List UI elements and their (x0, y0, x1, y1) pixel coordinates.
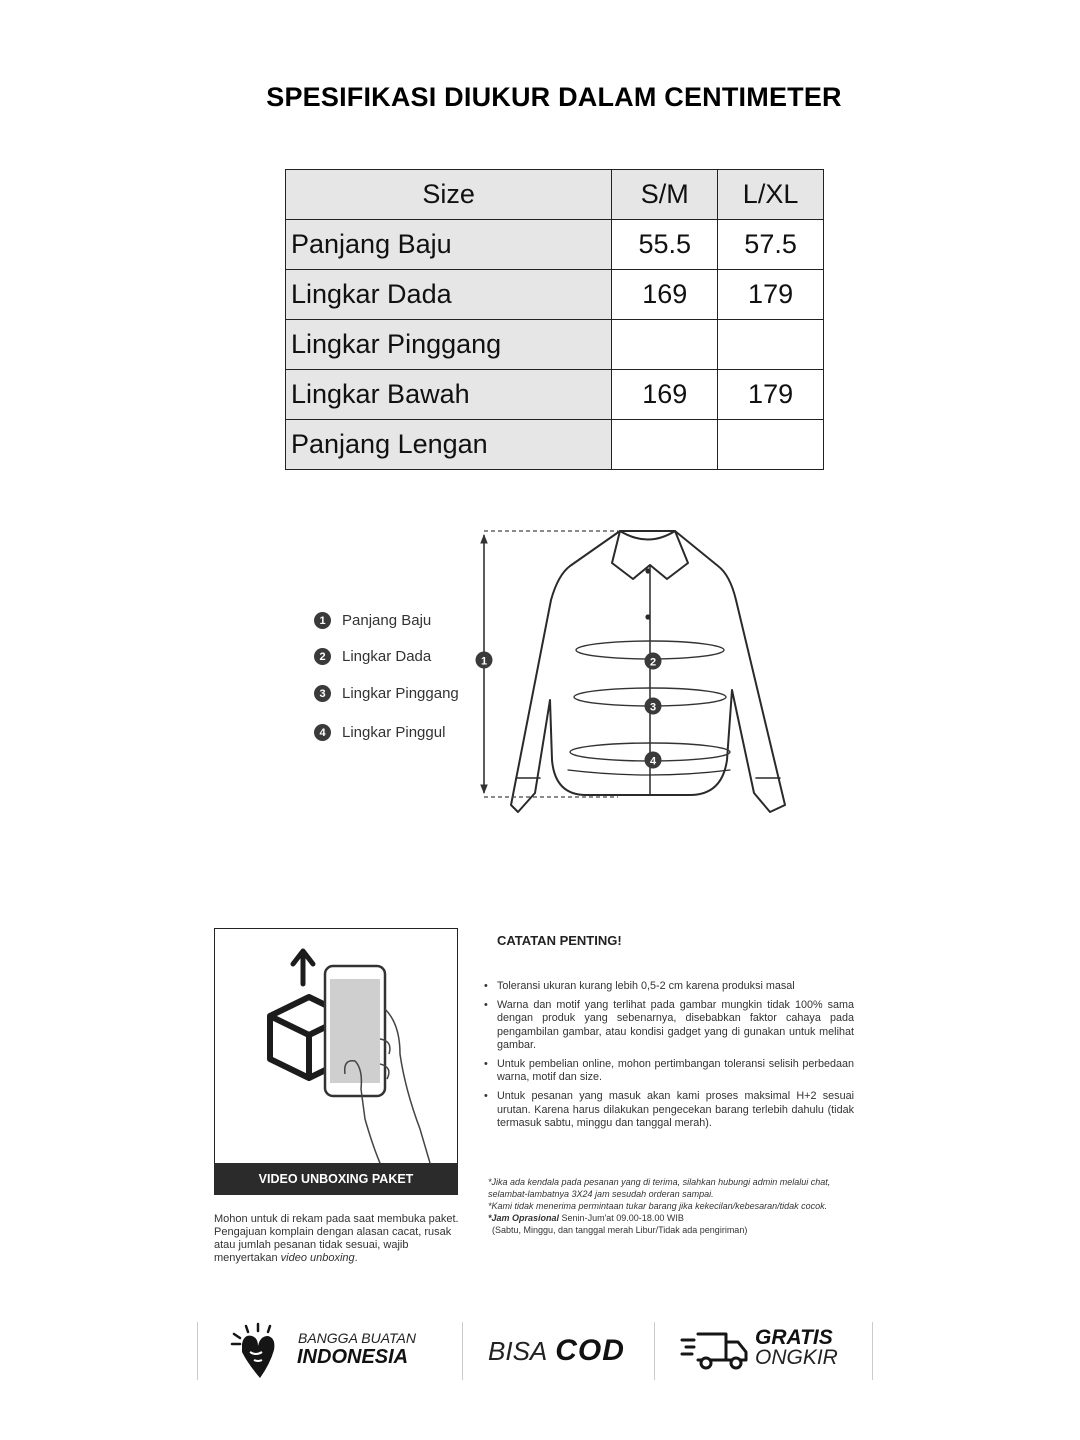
value-sm (612, 320, 718, 370)
legend-item (314, 685, 459, 702)
value-lxl: 57.5 (718, 220, 824, 270)
unboxing-illustration (214, 928, 458, 1195)
bangga-line1: BANGGA BUATAN (298, 1330, 416, 1346)
list-item: • Untuk pesanan yang masuk akan kami proses maksimal H+2 sesuai urutan. Karena harus dilakukan pengecekan barang terlebih dahulu (tidak termasuk sabtu, minggu dan tanggal merah). (482, 1090, 854, 1130)
unboxing-note-end: . (354, 1252, 358, 1264)
row-label: Panjang Lengan (286, 420, 612, 470)
page-title: SPESIFIKASI DIUKUR DALAM CENTIMETER (266, 82, 842, 112)
unboxing-note-text: Mohon untuk di rekam pada saat membuka paket. Pengajuan komplain dengan alasan cacat, rusak atau jumlah pesanan tidak sesuai, wajib menyertakan (214, 1213, 459, 1264)
legend-label: Lingkar Pinggang (342, 685, 459, 702)
bisa-cod-badge (488, 1334, 625, 1368)
row-label: Lingkar Pinggang (286, 320, 612, 370)
table-row (286, 320, 824, 370)
unboxing-note (214, 1213, 464, 1265)
marker-1: 1 (480, 655, 488, 668)
marker-2: 2 (649, 656, 657, 669)
video-unboxing-banner: VIDEO UNBOXING PAKET (214, 1163, 458, 1195)
bangga-line2: INDONESIA (297, 1346, 409, 1368)
legend-item (314, 648, 431, 665)
bisa-text: BISA (488, 1335, 548, 1366)
table-row (286, 270, 824, 320)
ongkir-text: ONGKIR (755, 1346, 838, 1369)
legend-item (314, 612, 431, 629)
legend-label: Lingkar Pinggul (342, 724, 446, 741)
cod-text: COD (555, 1334, 625, 1367)
size-table-header-row (286, 170, 824, 220)
gratis-text: GRATIS (755, 1326, 833, 1349)
footnote-2: *Kami tidak menerima permintaan tukar barang jika kekecilan/kebesaran/tidak cocok. (488, 1201, 828, 1211)
phone-box-icon (215, 929, 456, 1163)
table-row (286, 370, 824, 420)
marker-3: 3 (649, 701, 657, 714)
legend-number: 4 (314, 724, 331, 741)
legend-number: 1 (314, 612, 331, 629)
hours-label: *Jam Oprasional (488, 1213, 560, 1223)
row-label: Lingkar Bawah (286, 370, 612, 420)
table-row (286, 220, 824, 270)
value-sm: 55.5 (612, 220, 718, 270)
notes-title: CATATAN PENTING! (497, 933, 622, 948)
size-table (285, 169, 824, 470)
unboxing-note-italic: video unboxing (280, 1252, 355, 1264)
hours-value: Senin-Jum'at 09.00-18.00 WIB (561, 1213, 684, 1223)
legend-label: Panjang Baju (342, 612, 432, 629)
shirt-measurement-diagram (470, 520, 800, 825)
delivery-truck-icon (680, 1328, 750, 1372)
value-sm (612, 420, 718, 470)
diagram-markers (476, 652, 662, 769)
value-lxl: 179 (718, 370, 824, 420)
heart-fist-icon (228, 1322, 288, 1382)
marker-4: 4 (649, 755, 657, 768)
footnotes (488, 1176, 868, 1236)
list-item: • Untuk pembelian online, mohon pertimbangan toleransi selisih perbedaan warna, motif dan size. (482, 1058, 854, 1084)
value-lxl (718, 320, 824, 370)
value-sm: 169 (612, 370, 718, 420)
legend-label: Lingkar Dada (342, 648, 432, 665)
list-item: • Warna dan motif yang terlihat pada gambar mungkin tidak 100% sama dengan produk yang sebenarnya, disebabkan faktor cahaya pada pengambilan gambar, atau kondisi gadget yang di gunakan untuk melihat gambar. (482, 999, 854, 1052)
value-sm: 169 (612, 270, 718, 320)
row-label: Panjang Baju (286, 220, 612, 270)
hours-note: (Sabtu, Minggu, dan tanggal merah Libur/Tidak ada pengiriman) (492, 1225, 748, 1235)
size-header-lxl: L/XL (718, 170, 824, 220)
notes-list (482, 980, 854, 1136)
value-lxl (718, 420, 824, 470)
table-row (286, 420, 824, 470)
value-lxl: 179 (718, 270, 824, 320)
size-header-sm: S/M (612, 170, 718, 220)
legend-item (314, 724, 445, 741)
legend-number: 3 (314, 685, 331, 702)
footnote-1: *Jika ada kendala pada pesanan yang di terima, silahkan hubungi admin melalui chat, selambat-lambatnya 3X24 jam sesudah orderan sampai. (488, 1177, 831, 1199)
size-header-label: Size (286, 170, 612, 220)
legend-number: 2 (314, 648, 331, 665)
row-label: Lingkar Dada (286, 270, 612, 320)
list-item: • Toleransi ukuran kurang lebih 0,5-2 cm karena produksi masal (482, 980, 854, 993)
